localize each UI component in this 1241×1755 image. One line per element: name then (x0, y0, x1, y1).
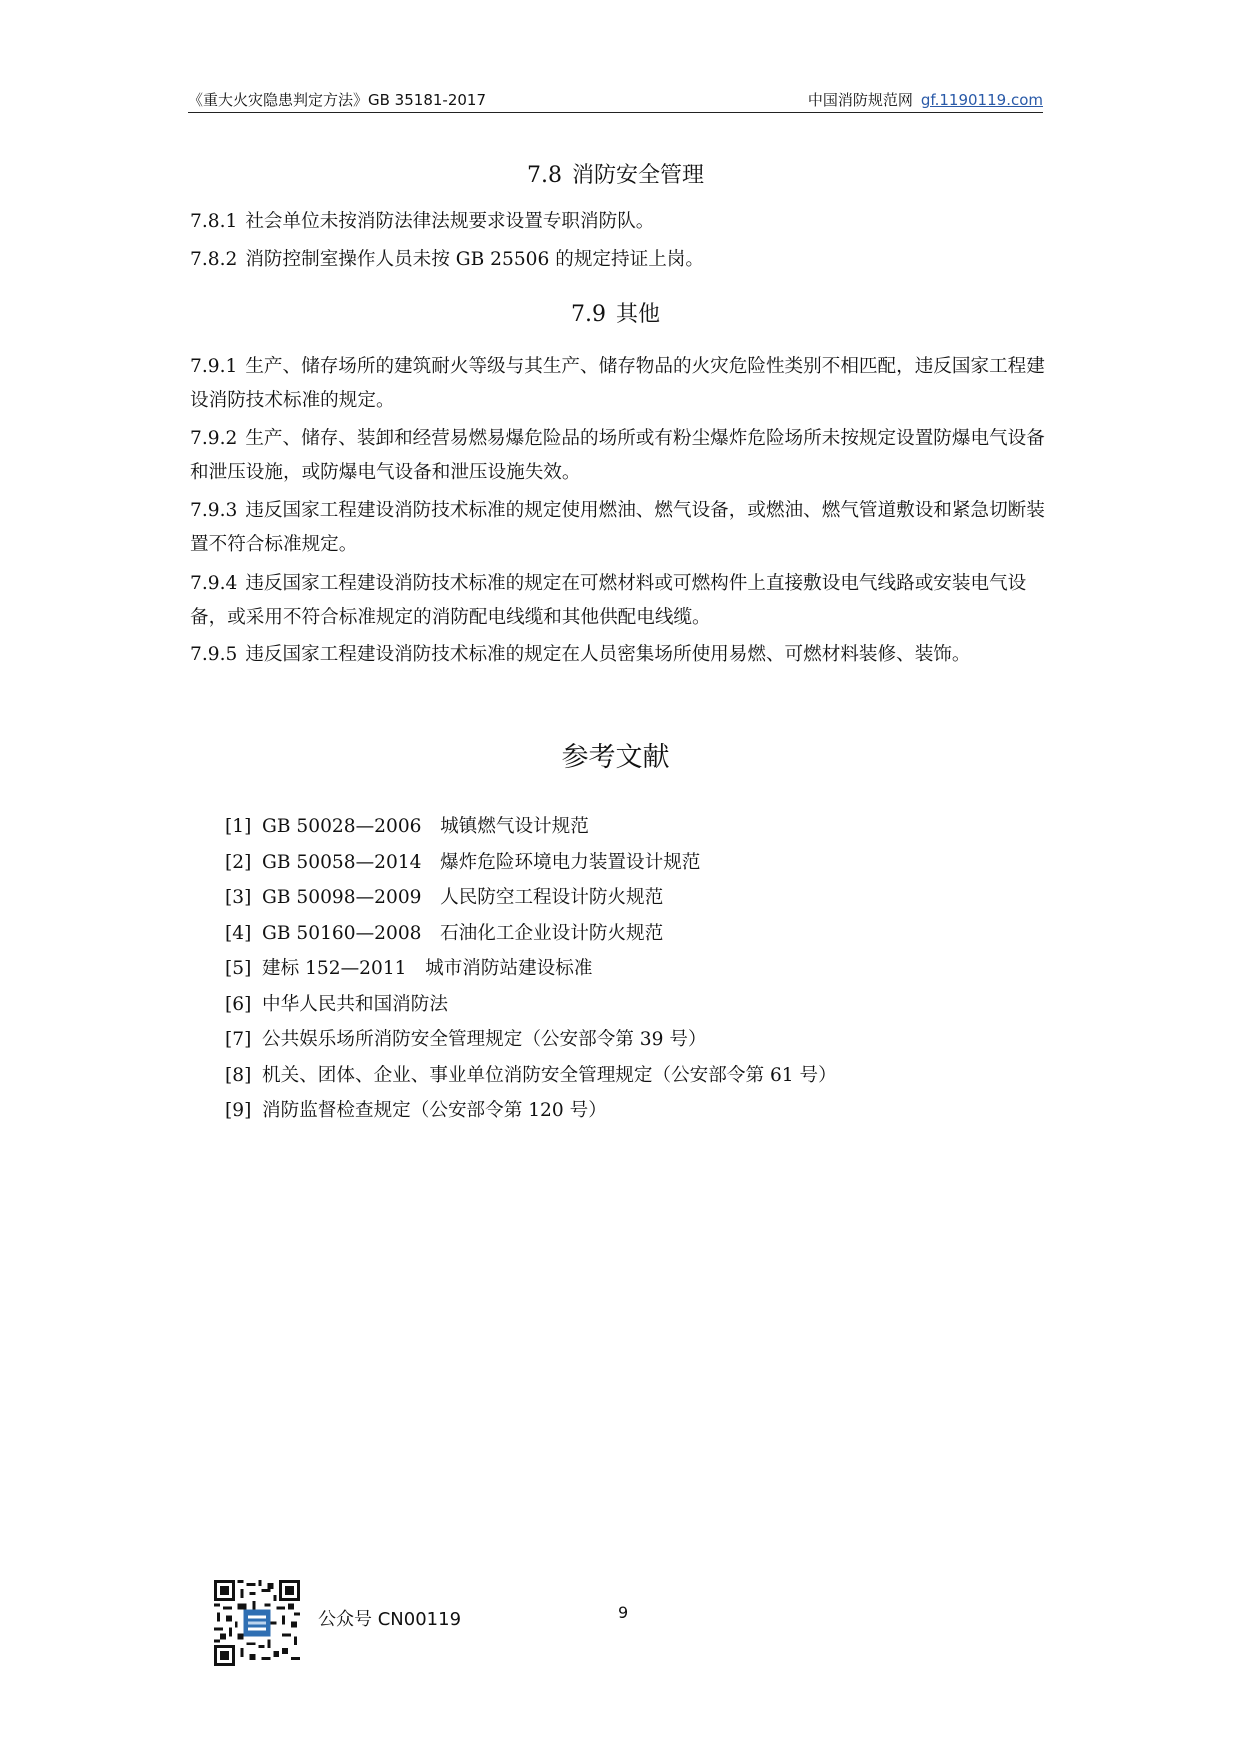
clause (190, 350, 1060, 418)
header-site-name: 中国消防规范网 (807, 91, 913, 109)
section-number: 7.9 (570, 302, 606, 327)
header-document-title: 《重大火灾隐患判定方法》GB 35181-2017 (188, 91, 486, 109)
reference-item (225, 951, 837, 987)
section-number: 7.8 (526, 163, 562, 188)
clause (190, 205, 1060, 239)
reference-item (225, 809, 837, 845)
clause-number: 7.9.5 (190, 644, 238, 665)
section-heading (188, 158, 1043, 189)
reference-item (225, 916, 837, 952)
reference-text: GB 50058—2014 爆炸危险环境电力装置设计规范 (262, 851, 701, 873)
reference-number: [1] (225, 816, 252, 837)
clause (190, 567, 1060, 635)
section-title: 消防安全管理 (571, 163, 704, 188)
reference-number: [8] (225, 1064, 252, 1086)
reference-text: GB 50160—2008 石油化工企业设计防火规范 (262, 922, 664, 944)
reference-item (225, 1022, 837, 1058)
clause (190, 243, 1060, 277)
reference-number: [9] (225, 1100, 252, 1121)
reference-text: 公共娱乐场所消防安全管理规定（公安部令第 39 号） (262, 1029, 707, 1050)
clause-number: 7.9.4 (190, 573, 238, 594)
clause-text: 生产、储存、装卸和经营易燃易爆危险品的场所或有粉尘爆炸危险场所未按规定设置防爆电气设备和泄压设施，或防爆电气设备和泄压设施失效。 (190, 428, 1045, 483)
clause-number: 7.9.3 (190, 500, 238, 521)
clause-text: 违反国家工程建设消防技术标准的规定在人员密集场所使用易燃、可燃材料装修、装饰。 (245, 644, 971, 665)
reference-number: [6] (225, 993, 252, 1015)
references-heading: 参考文献 (561, 742, 670, 773)
reference-item (225, 1093, 837, 1129)
clause-text: 违反国家工程建设消防技术标准的规定在可燃材料或可燃构件上直接敷设电气线路或安装电气设备，或采用不符合标准规定的消防配电线缆和其他供配电线缆。 (190, 573, 1027, 628)
reference-text: GB 50028—2006 城镇燃气设计规范 (262, 816, 589, 837)
qr-code-icon[interactable] (214, 1580, 300, 1666)
section-heading (188, 297, 1043, 328)
clause-number: 7.8.1 (190, 211, 238, 232)
clause-number: 7.9.2 (190, 428, 238, 449)
clause-text: 生产、储存场所的建筑耐火等级与其生产、储存物品的火灾危险性类别不相匹配，违反国家工程建设消防技术标准的规定。 (190, 356, 1045, 411)
clause-text: 社会单位未按消防法律法规要求设置专职消防队。 (245, 211, 655, 232)
reference-text: 中华人民共和国消防法 (262, 993, 448, 1015)
header-site (808, 89, 1043, 111)
clause (190, 638, 1060, 672)
reference-number: [4] (225, 922, 252, 944)
reference-number: [5] (225, 958, 252, 979)
clause-number: 7.9.1 (190, 356, 238, 377)
running-header (188, 88, 1043, 113)
reference-text: 消防监督检查规定（公安部令第 120 号） (262, 1100, 607, 1121)
clause (190, 422, 1060, 490)
references-list (225, 809, 837, 1129)
clause-number: 7.8.2 (190, 249, 238, 270)
reference-text: 机关、团体、企业、事业单位消防安全管理规定（公安部令第 61 号） (262, 1064, 837, 1086)
reference-text: 建标 152—2011 城市消防站建设标准 (262, 958, 593, 979)
reference-item (225, 1058, 837, 1094)
section-title: 其他 (615, 302, 660, 327)
clause-text: 消防控制室操作人员未按 GB 25506 的规定持证上岗。 (245, 249, 704, 270)
reference-item (225, 845, 837, 881)
clause-text: 违反国家工程建设消防技术标准的规定使用燃油、燃气设备，或燃油、燃气管道敷设和紧急切断装置不符合标准规定。 (190, 500, 1045, 555)
reference-number: [3] (225, 887, 252, 908)
page-number: 9 (618, 1603, 629, 1622)
reference-item (225, 880, 837, 916)
reference-item (225, 987, 837, 1023)
wechat-account-label: 公众号 CN00119 (318, 1609, 462, 1630)
header-site-link[interactable]: gf.1190119.com (920, 91, 1043, 109)
reference-number: [7] (225, 1029, 252, 1050)
reference-text: GB 50098—2009 人民防空工程设计防火规范 (262, 887, 664, 908)
reference-number: [2] (225, 851, 252, 873)
clause (190, 494, 1060, 562)
